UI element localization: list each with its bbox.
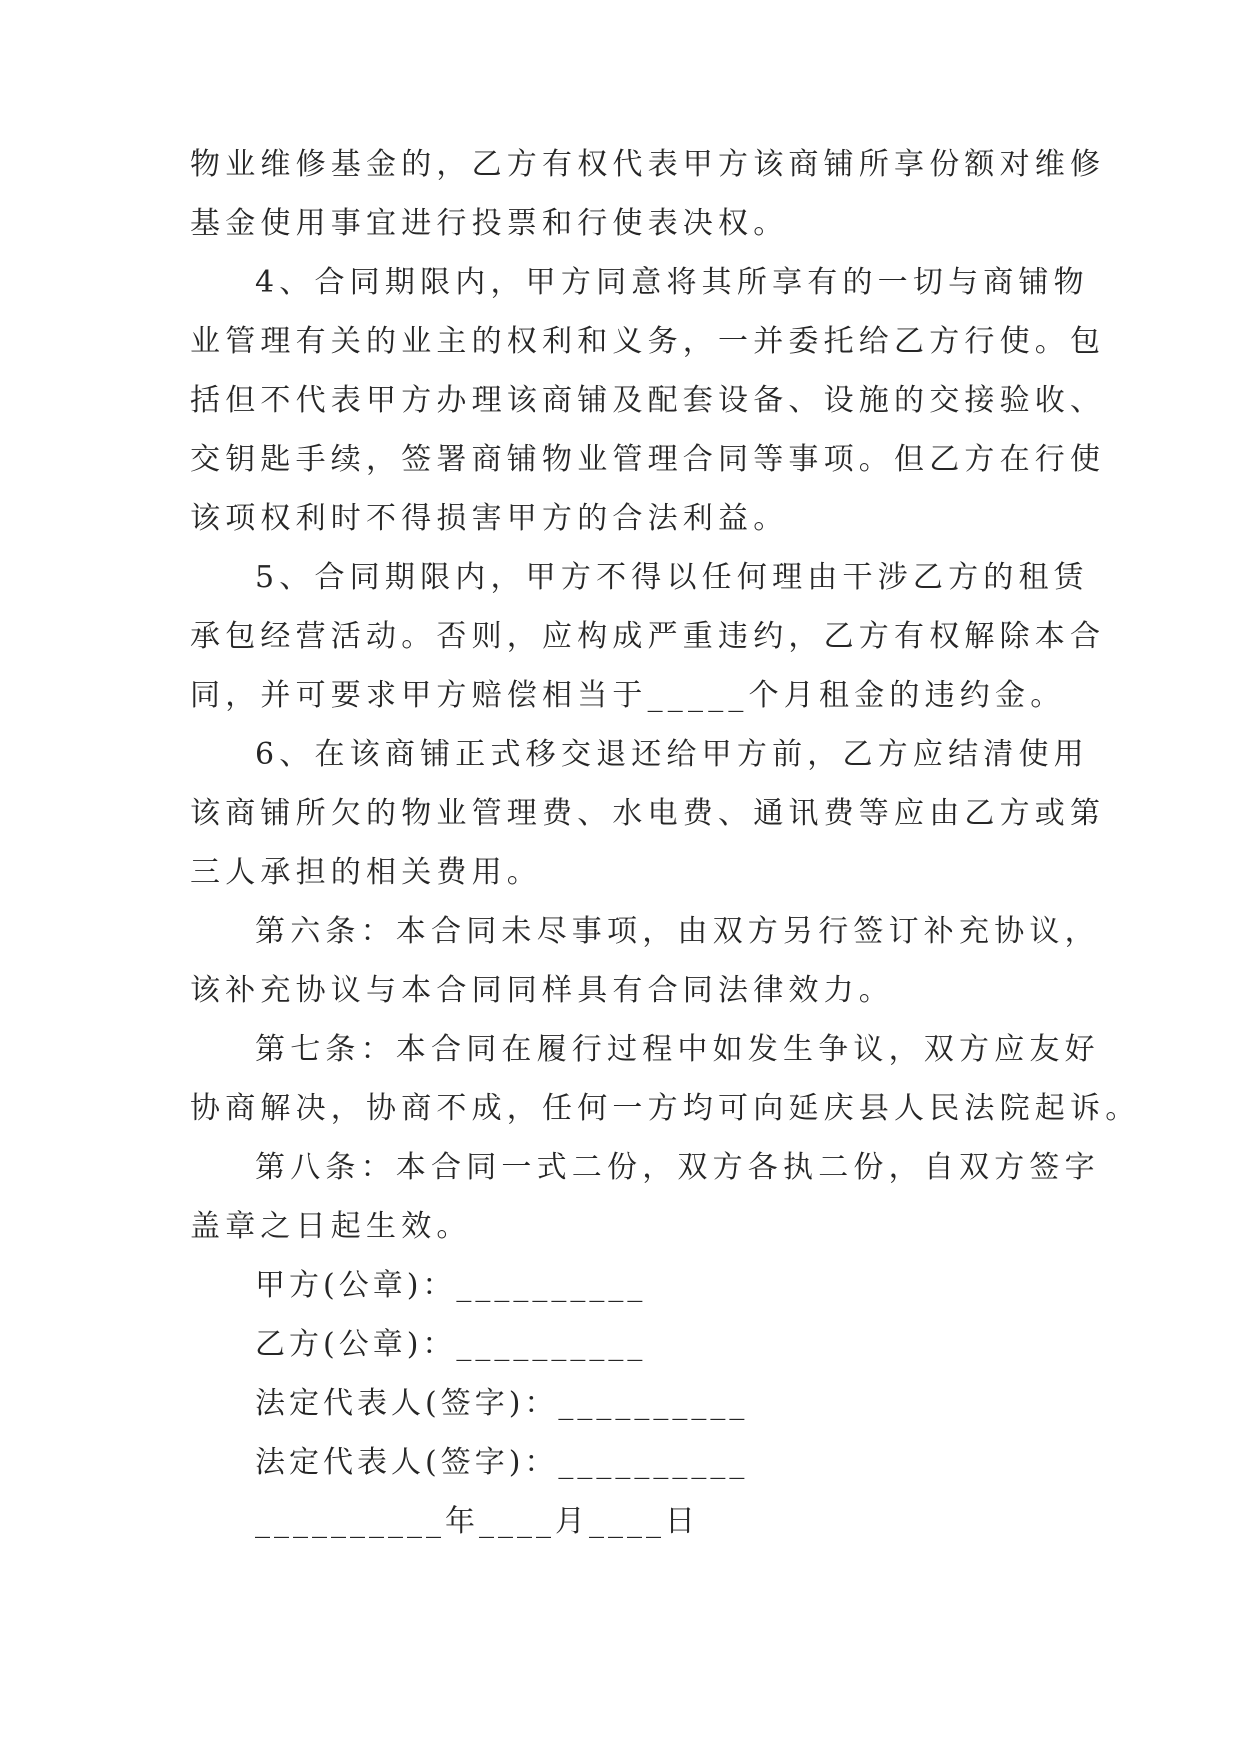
body-line: 交钥匙手续，签署商铺物业管理合同等事项。但乙方在行使 [190,442,1106,477]
body-line: 物业维修基金的，乙方有权代表甲方该商铺所享份额对维修 [190,147,1106,182]
body-line: 基金使用事宜进行投票和行使表决权。 [190,206,789,241]
body-line: 该补充协议与本合同同样具有合同法律效力。 [190,973,894,1008]
body-line: 业管理有关的业主的权利和义务，一并委托给乙方行使。包 [190,324,1106,359]
body-line: 同，并可要求甲方赔偿相当于_____个月租金的违约金。 [190,678,1066,713]
legal-rep-b-signature-field: 法定代表人(签字)：__________ [255,1445,749,1480]
article-6-line: 第六条：本合同未尽事项，由双方另行签订补充协议， [255,914,1100,949]
party-b-seal-field: 乙方(公章)：__________ [255,1327,647,1362]
party-a-seal-field: 甲方(公章)：__________ [255,1268,647,1303]
article-8-line: 第八条：本合同一式二份，双方各执二份，自双方签字 [255,1150,1100,1185]
date-field: __________年____月____日 [255,1504,699,1539]
body-line: 盖章之日起生效。 [190,1209,472,1244]
body-line: 承包经营活动。否则，应构成严重违约，乙方有权解除本合 [190,619,1106,654]
clause-6-line: 6、在该商铺正式移交退还给甲方前，乙方应结清使用 [255,737,1089,772]
legal-rep-a-signature-field: 法定代表人(签字)：__________ [255,1386,749,1421]
clause-4-line: 4、合同期限内，甲方同意将其所享有的一切与商铺物 [255,265,1089,300]
body-line: 三人承担的相关费用。 [190,855,542,890]
article-7-line: 第七条：本合同在履行过程中如发生争议，双方应友好 [255,1032,1100,1067]
body-line: 该商铺所欠的物业管理费、水电费、通讯费等应由乙方或第 [190,796,1106,831]
body-line: 该项权利时不得损害甲方的合法利益。 [190,501,789,536]
body-line: 协商解决，协商不成，任何一方均可向延庆县人民法院起诉。 [190,1091,1141,1126]
body-line: 括但不代表甲方办理该商铺及配套设备、设施的交接验收、 [190,383,1106,418]
clause-5-line: 5、合同期限内，甲方不得以任何理由干涉乙方的租赁 [255,560,1089,595]
